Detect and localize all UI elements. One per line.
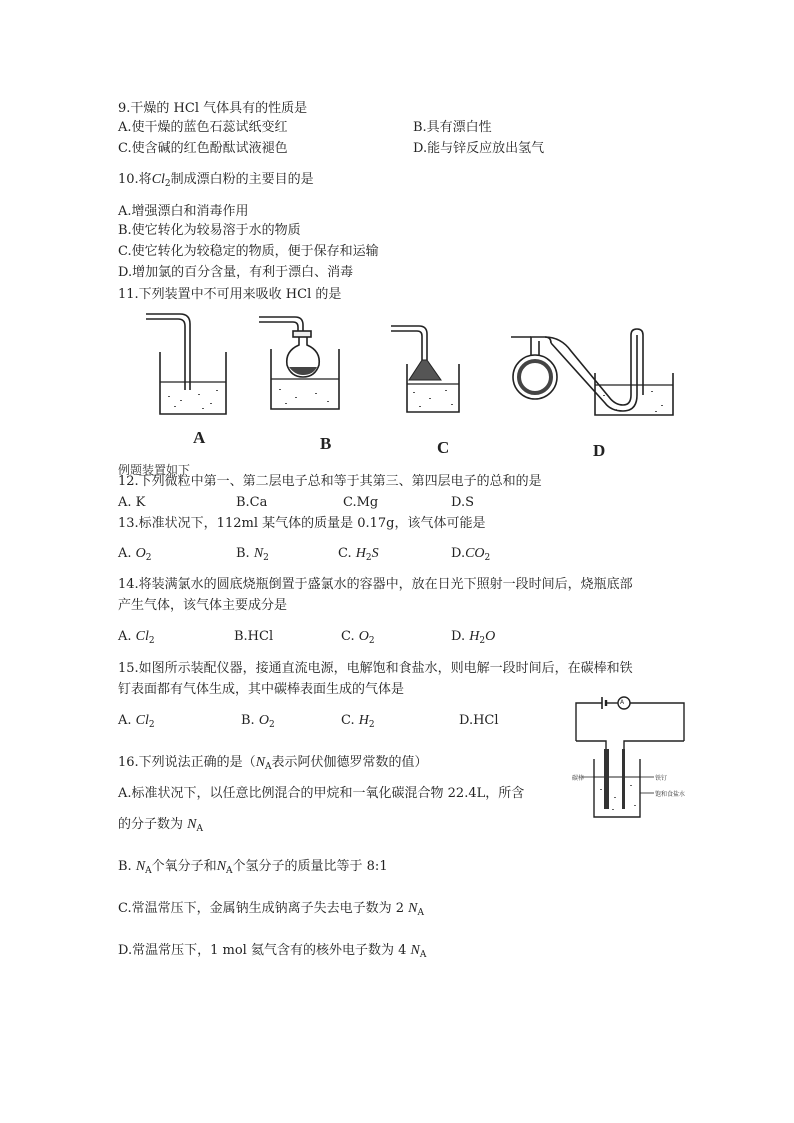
q9-option-d: D.能与锌反应放出氢气 — [413, 141, 545, 156]
ammeter-icon: A — [620, 699, 625, 706]
q9-option-b: B.具有漂白性 — [413, 120, 492, 135]
q14-option-c: C. $O_2$ — [341, 629, 375, 646]
q10-option-d: D.增加氯的百分含量，有利于漂白、消毒 — [118, 265, 354, 280]
carbon-rod-label: 碳棒 — [572, 775, 585, 782]
apparatus-a — [140, 308, 230, 418]
apparatus-c — [385, 320, 465, 415]
apparatus-a-label: A — [193, 428, 206, 447]
q9-option-c: C.使含碱的红色酚酞试液褪色 — [118, 141, 288, 156]
apparatus-b-label: B — [320, 434, 332, 453]
q12-option-a: A. K — [118, 495, 146, 510]
apparatus-c-label: C — [437, 438, 450, 457]
q14-stem-line2: 产生气体，该气体主要成分是 — [118, 598, 288, 613]
q13-option-d: $D.CO_2$ — [451, 546, 491, 563]
q12-option-c: C.Mg — [343, 495, 379, 510]
iron-nail-label: 铁钉 — [655, 775, 668, 782]
q16-option-a-line2: 的分子数为 $N_A$ — [118, 817, 203, 834]
apparatus-b — [255, 313, 355, 413]
q10-option-c: C.使它转化为较稳定的物质，便于保存和运输 — [118, 244, 379, 259]
apparatus-d-label: D — [593, 441, 606, 460]
q14-option-a: A. $Cl_2$ — [118, 629, 155, 646]
q14-option-b: B.HCl — [234, 629, 274, 644]
q15-stem-line1: 15.如图所示装配仪器，接通直流电源，电解饱和食盐水，则电解一段时间后，在碳棒和铁 — [118, 661, 633, 676]
q15-option-b: B. $O_2$ — [241, 713, 275, 730]
q16-option-b: B. $N_A$个氧分子和$N_A$个氢分子的质量比等于 8:1 — [118, 859, 388, 876]
apparatus-d — [505, 325, 685, 420]
q16-option-a-line1: A.标准状况下，以任意比例混合的甲烷和一氧化碳混合物 22.4L，所含 — [118, 786, 525, 801]
q12-stem: 12.下列微粒中第一、第二层电子总和等于其第三、第四层电子的总和的是 — [118, 474, 542, 489]
q10-option-b: B.使它转化为较易溶于水的物质 — [118, 223, 301, 238]
q16-stem: 16.下列说法正确的是（$N_A$表示阿伏伽德罗常数的值） — [118, 755, 428, 772]
cut-off-text: 例题装置如下 — [118, 463, 191, 477]
q9-option-a: A.使干燥的蓝色石蕊试纸变红 — [118, 120, 288, 135]
q9-stem: 9.干燥的 HCl 气体具有的性质是 — [118, 101, 308, 116]
q12-option-d: D.S — [451, 495, 474, 510]
q16-option-c: C.常温常压下，金属钠生成钠离子失去电子数为 2 $N_A$ — [118, 901, 425, 918]
q10-stem: 10.将$Cl_2$制成漂白粉的主要目的是 — [118, 172, 314, 189]
q15-option-d: D.HCl — [459, 713, 499, 728]
q15-stem-line2: 钉表面都有气体生成，其中碳棒表面生成的气体是 — [118, 682, 405, 697]
brine-label: 饱和食盐水 — [655, 791, 686, 798]
q16-option-d: D.常温常压下，1 mol 氦气含有的核外电子数为 4 $N_A$ — [118, 943, 427, 960]
q13-option-a: A. $O_2$ — [118, 546, 152, 563]
q15-option-a: A. $Cl_2$ — [118, 713, 155, 730]
q15-option-c: C. $H_2$ — [341, 713, 375, 730]
q13-stem: 13.标准状况下，112ml 某气体的质量是 0.17g，该气体可能是 — [118, 516, 486, 531]
q14-option-d: D. $H_2O$ — [451, 629, 496, 646]
q10-option-a: A.增强漂白和消毒作用 — [118, 204, 249, 219]
electrolysis-apparatus — [570, 693, 690, 823]
q13-option-c: C. $H_2S$ — [338, 546, 379, 563]
q12-option-b: B.Ca — [236, 495, 268, 510]
q13-option-b: B. $N_2$ — [236, 546, 269, 563]
q14-stem-line1: 14.将装满氯水的圆底烧瓶倒置于盛氯水的容器中，放在日光下照射一段时间后，烧瓶底部 — [118, 577, 633, 592]
q11-stem: 11.下列装置中不可用来吸收 HCl 的是 — [118, 287, 342, 302]
